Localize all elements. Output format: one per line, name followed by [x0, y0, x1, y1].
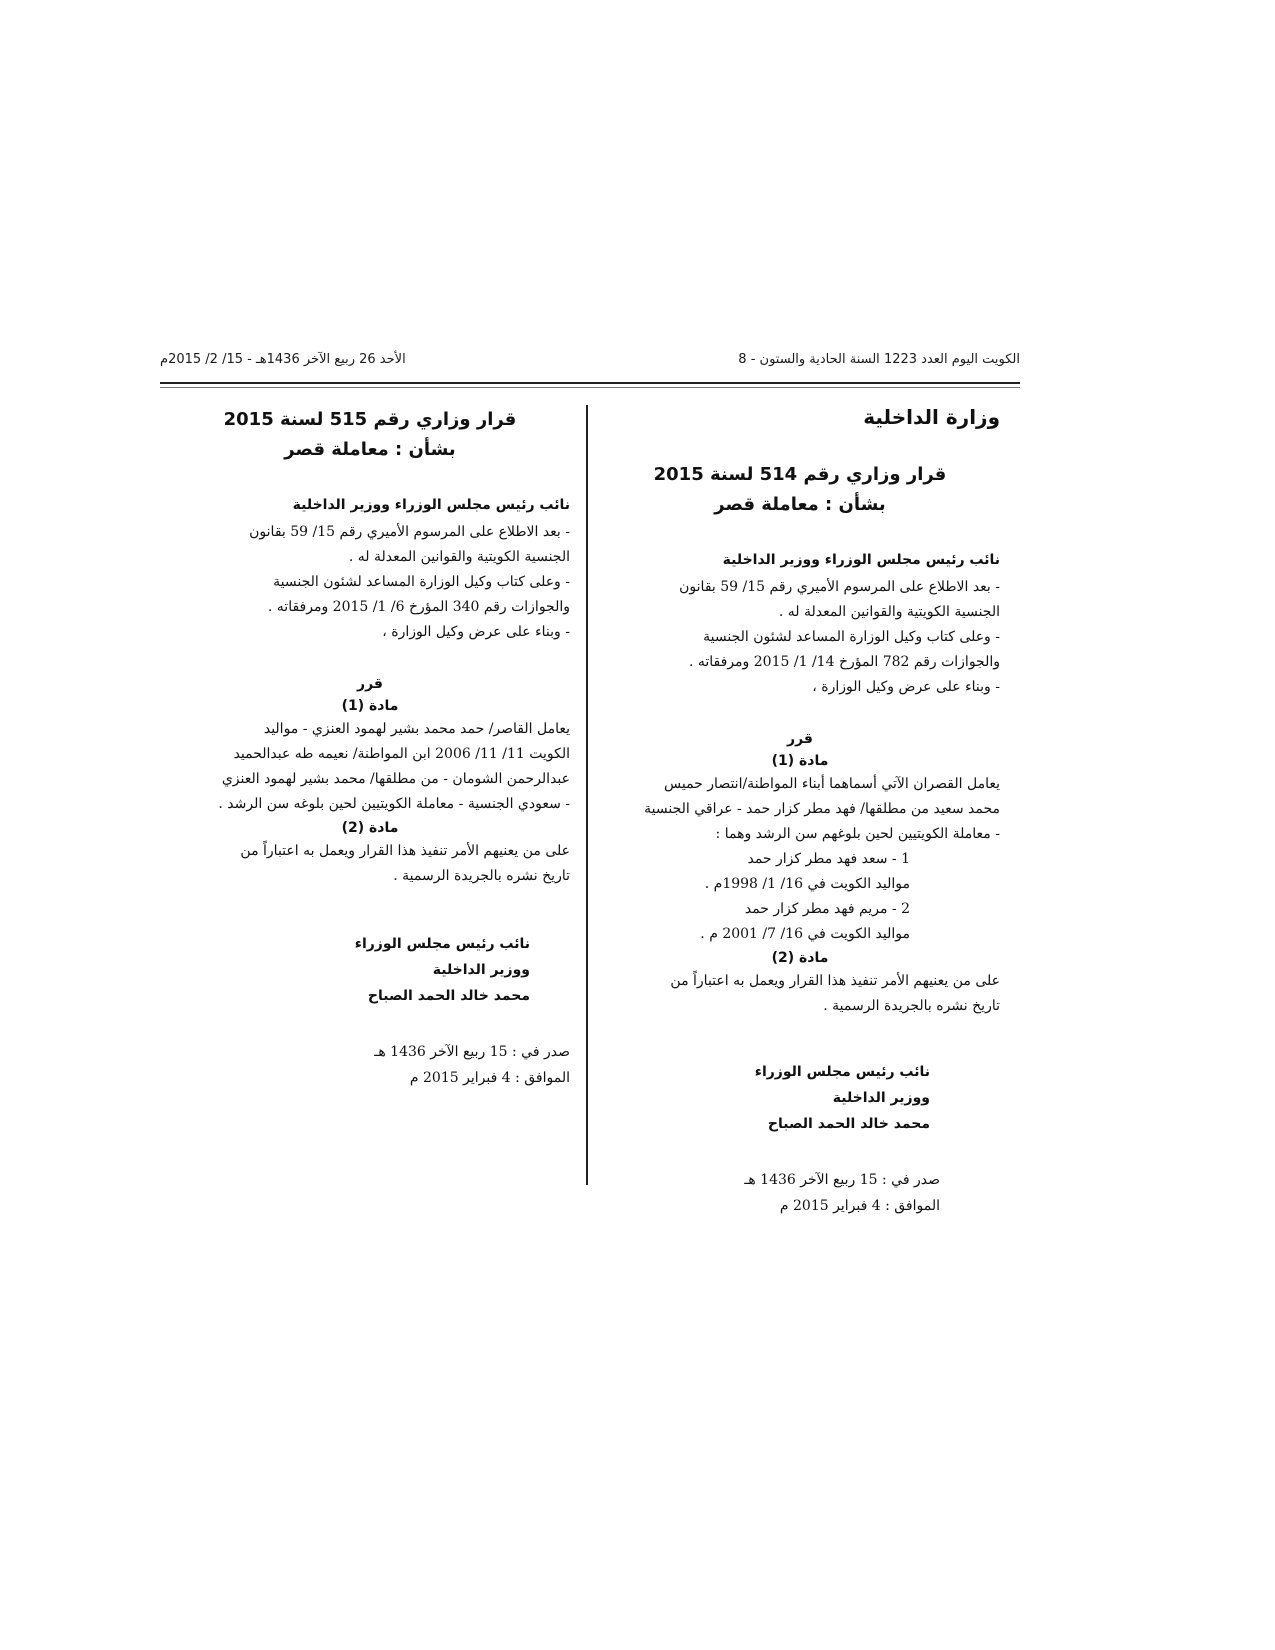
decision-515 [170, 405, 570, 1091]
article-2-body [600, 969, 1000, 1019]
article-line: الكويت 11/ 11/ 2006 ابن المواطنة/ نعيمه طه عبدالحميد [233, 746, 570, 762]
article-2-heading: مادة (2) [341, 820, 399, 836]
issued-hijri: صدر في : 15 ربيع الآخر 1436 هـ [744, 1172, 940, 1188]
header-rule [160, 382, 1020, 384]
preamble-line: الجنسية الكويتية والقوانين المعدلة له . [348, 549, 570, 565]
preamble-line: - بعد الاطلاع على المرسوم الأميري رقم 15/ 59 بقانون [249, 524, 570, 540]
signature-title: نائب رئيس مجلس الوزراء [754, 1064, 930, 1080]
issued-gregorian: الموافق : 4 فبراير 2015 م [409, 1070, 570, 1086]
decided-heading: قرر [787, 731, 813, 747]
article-1-heading: مادة (1) [341, 698, 399, 714]
header-rule-thin [160, 387, 1020, 388]
minors-list [600, 847, 1000, 947]
signature-block [170, 931, 570, 1009]
column-divider [586, 405, 588, 1185]
minor-birth: مواليد الكويت في 16/ 7/ 2001 م . [700, 926, 910, 942]
preamble-line: والجوازات رقم 340 المؤرخ 6/ 1/ 2015 ومرفقاته . [267, 599, 570, 615]
decision-title: قرار وزاري رقم 514 لسنة 2015 [653, 464, 947, 485]
preamble-line: - وعلى كتاب وكيل الوزارة المساعد لشئون الجنسية [273, 574, 570, 590]
article-1-body [600, 772, 1000, 847]
article-line: تاريخ نشره بالجريدة الرسمية . [823, 998, 1000, 1014]
article-line: يعامل القاصر/ حمد محمد بشير لهمود العنزي - مواليد [263, 721, 570, 737]
article-line: على من يعنيهم الأمر تنفيذ هذا القرار ويعمل به اعتباراً من [240, 843, 570, 859]
signature-name: محمد خالد الحمد الصباح [367, 988, 530, 1004]
decision-subject: بشأن : معاملة قصر [714, 494, 886, 515]
article-line: على من يعنيهم الأمر تنفيذ هذا القرار ويعمل به اعتباراً من [670, 973, 1000, 989]
preamble-line: - وبناء على عرض وكيل الوزارة ، [812, 679, 1000, 695]
article-2-body [170, 839, 570, 889]
signature-block [600, 1059, 1000, 1137]
article-line: يعامل القصران الآتي أسماهما أبناء المواطنة/انتصار حميس [664, 776, 1000, 792]
minor-birth: مواليد الكويت في 16/ 1/ 1998م . [704, 876, 910, 892]
article-line: تاريخ نشره بالجريدة الرسمية . [393, 868, 570, 884]
article-1-heading: مادة (1) [771, 753, 829, 769]
issue-date-block [170, 1039, 570, 1091]
article-line: عبدالرحمن الشومان - من مطلقها/ محمد بشير لهمود العنزي [221, 771, 570, 787]
signature-title: ووزير الداخلية [832, 1090, 930, 1106]
minor-name: 1 - سعد فهد مطر كزار حمد [747, 851, 910, 867]
issue-date-block [600, 1167, 1000, 1219]
decision-subject: بشأن : معاملة قصر [284, 439, 456, 460]
decision-514 [600, 405, 1000, 1219]
article-line: محمد سعيد من مطلقها/ فهد مطر كزار حمد - عراقي الجنسية [644, 801, 1000, 817]
signature-title: نائب رئيس مجلس الوزراء [354, 936, 530, 952]
issuing-authority: نائب رئيس مجلس الوزراء ووزير الداخلية [722, 552, 1000, 568]
preamble [600, 575, 1000, 700]
article-line: - سعودي الجنسية - معاملة الكويتيين لحين بلوغه سن الرشد . [218, 796, 570, 812]
page-header [160, 352, 1020, 380]
issued-hijri: صدر في : 15 ربيع الآخر 1436 هـ [374, 1044, 570, 1060]
decided-heading: قرر [357, 676, 383, 692]
minor-name: 2 - مريم فهد مطر كزار حمد [744, 901, 910, 917]
article-line: - معاملة الكويتيين لحين بلوغهم سن الرشد وهما : [715, 826, 1000, 842]
article-1-body [170, 717, 570, 817]
decision-title: قرار وزاري رقم 515 لسنة 2015 [223, 409, 517, 430]
signature-title: ووزير الداخلية [432, 962, 530, 978]
ministry-heading: وزارة الداخلية [863, 405, 1000, 429]
preamble-line: - بعد الاطلاع على المرسوم الأميري رقم 15/ 59 بقانون [679, 579, 1000, 595]
issued-gregorian: الموافق : 4 فبراير 2015 م [779, 1198, 940, 1214]
signature-name: محمد خالد الحمد الصباح [767, 1116, 930, 1132]
preamble-line: والجوازات رقم 782 المؤرخ 14/ 1/ 2015 ومرفقاته . [688, 654, 1000, 670]
preamble [170, 520, 570, 645]
preamble-line: الجنسية الكويتية والقوانين المعدلة له . [778, 604, 1000, 620]
preamble-line: - وعلى كتاب وكيل الوزارة المساعد لشئون الجنسية [703, 629, 1000, 645]
issuing-authority: نائب رئيس مجلس الوزراء ووزير الداخلية [292, 497, 570, 513]
preamble-line: - وبناء على عرض وكيل الوزارة ، [382, 624, 570, 640]
header-issue-info: الكويت اليوم العدد 1223 السنة الحادية والستون - 8 [738, 352, 1020, 367]
header-date: الأحد 26 ربيع الآخر 1436هـ - 15/ 2/ 2015م [160, 352, 406, 367]
article-2-heading: مادة (2) [771, 950, 829, 966]
